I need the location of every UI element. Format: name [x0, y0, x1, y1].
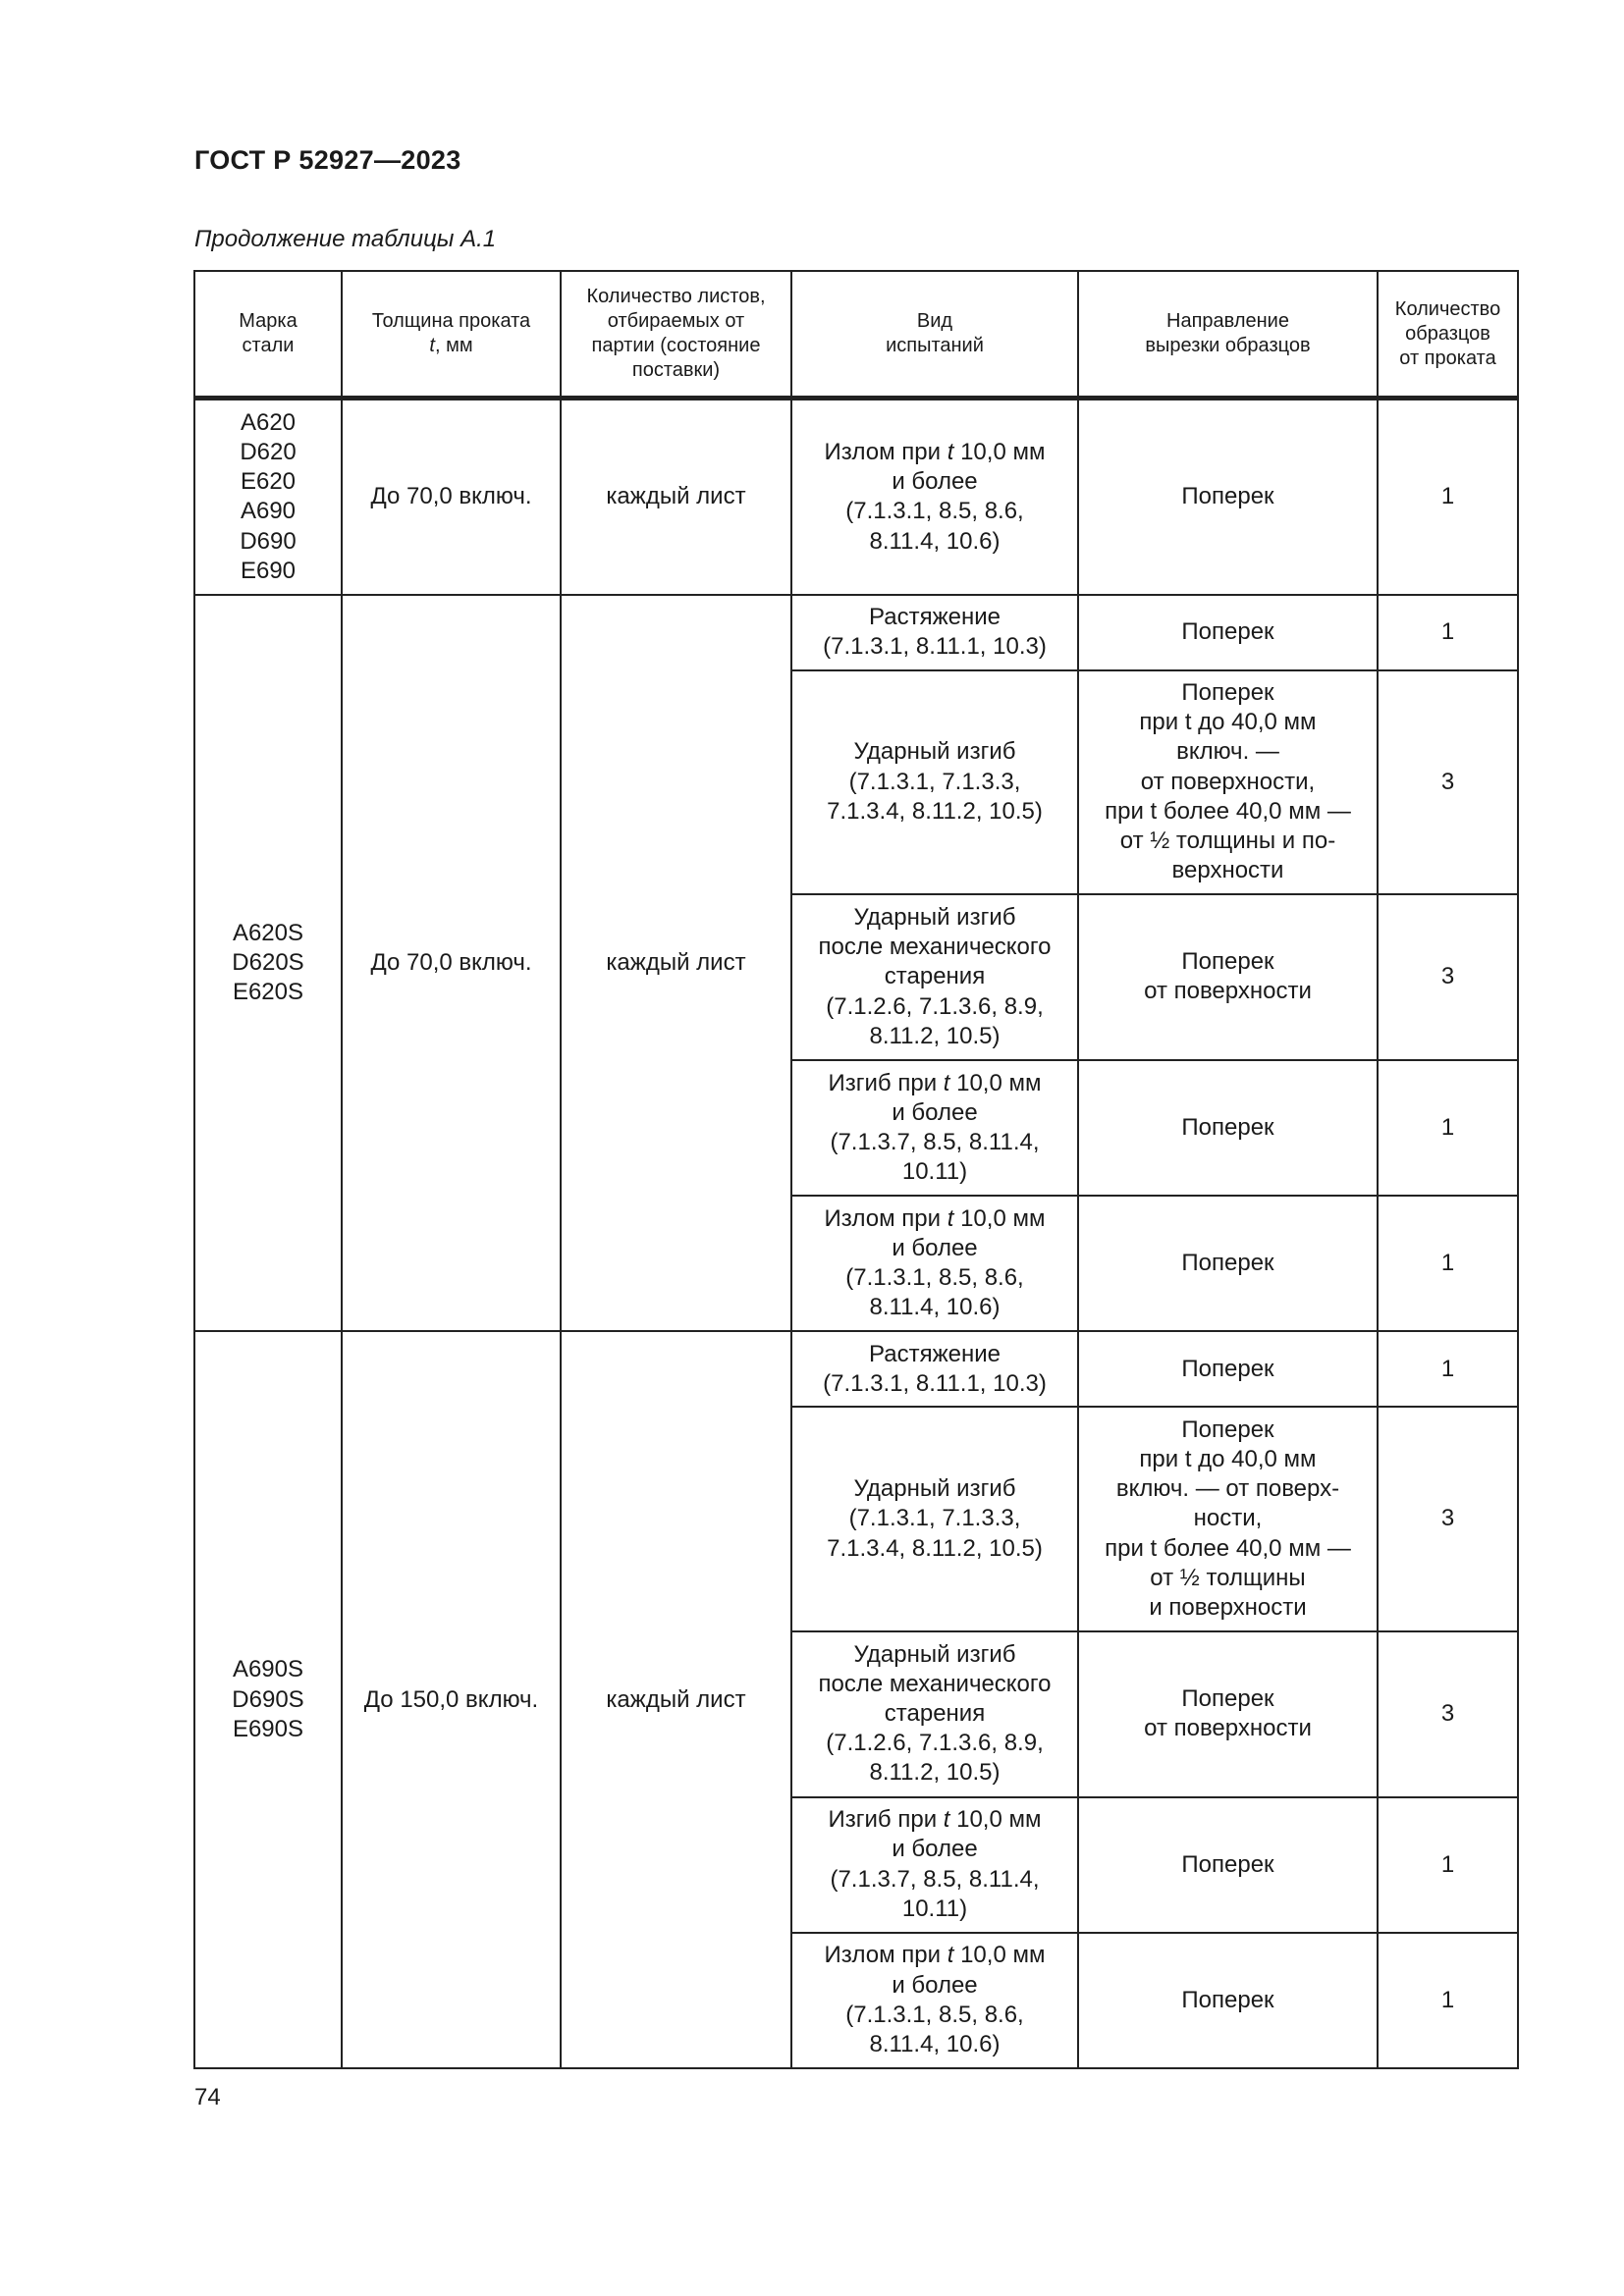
- thickness-cell: До 70,0 включ.: [342, 399, 561, 595]
- direction-cell: Поперек: [1078, 399, 1378, 595]
- sheets-cell: каждый лист: [561, 1331, 791, 2068]
- count-cell: 1: [1378, 1331, 1518, 1407]
- page-number: 74: [194, 2084, 221, 2110]
- direction-cell: Поперек: [1078, 1060, 1378, 1196]
- count-cell: 1: [1378, 1060, 1518, 1196]
- col-header-thickness: Толщина проката t, мм: [342, 271, 561, 399]
- test-cell: Изгиб при t 10,0 мм и более (7.1.3.7, 8.5, 8.11.4, 10.11): [791, 1797, 1078, 1933]
- thickness-cell: До 150,0 включ.: [342, 1331, 561, 2068]
- direction-cell: Поперек: [1078, 1196, 1378, 1331]
- test-cell: Излом при t 10,0 мм и более (7.1.3.1, 8.5, 8.6, 8.11.4, 10.6): [791, 1933, 1078, 2068]
- grade-cell: A690S D690S E690S: [194, 1331, 342, 2068]
- direction-cell: Поперек: [1078, 1331, 1378, 1407]
- col-header-count: Количество образцов от проката: [1378, 271, 1518, 399]
- sheets-cell: каждый лист: [561, 595, 791, 1332]
- count-cell: 1: [1378, 1797, 1518, 1933]
- grade-cell: A620 D620 E620 A690 D690 E690: [194, 399, 342, 595]
- direction-cell: Поперек при t до 40,0 мм включ. — от поверхности, при t более 40,0 мм — от ½ толщины и по- верхности: [1078, 670, 1378, 894]
- test-cell: Растяжение (7.1.3.1, 8.11.1, 10.3): [791, 1331, 1078, 1407]
- col-header-direction: Направление вырезки образцов: [1078, 271, 1378, 399]
- table-row: [194, 399, 1518, 595]
- sheets-cell: каждый лист: [561, 399, 791, 595]
- count-cell: 3: [1378, 670, 1518, 894]
- count-cell: 1: [1378, 1933, 1518, 2068]
- direction-cell: Поперек от поверхности: [1078, 1631, 1378, 1797]
- thickness-cell: До 70,0 включ.: [342, 595, 561, 1332]
- direction-cell: Поперек: [1078, 1933, 1378, 2068]
- col-header-test: Вид испытаний: [791, 271, 1078, 399]
- col-header-grade: Марка стали: [194, 271, 342, 399]
- test-cell: Излом при t 10,0 мм и более (7.1.3.1, 8.5, 8.6, 8.11.4, 10.6): [791, 1196, 1078, 1331]
- table-row: [194, 595, 1518, 670]
- test-cell: Ударный изгиб (7.1.3.1, 7.1.3.3, 7.1.3.4, 8.11.2, 10.5): [791, 1407, 1078, 1630]
- direction-cell: Поперек при t до 40,0 мм включ. — от поверх- ности, при t более 40,0 мм — от ½ толщины и поверхности: [1078, 1407, 1378, 1630]
- direction-cell: Поперек от поверхности: [1078, 894, 1378, 1060]
- test-cell: Излом при t 10,0 мм и более (7.1.3.1, 8.5, 8.6, 8.11.4, 10.6): [791, 399, 1078, 595]
- col-header-sheets: Количество листов, отбираемых от партии (состояние поставки): [561, 271, 791, 399]
- count-cell: 1: [1378, 399, 1518, 595]
- table-header-row: [194, 271, 1518, 399]
- count-cell: 3: [1378, 1407, 1518, 1630]
- test-cell: Ударный изгиб после механического старения (7.1.2.6, 7.1.3.6, 8.9, 8.11.2, 10.5): [791, 1631, 1078, 1797]
- direction-cell: Поперек: [1078, 595, 1378, 670]
- table-row: [194, 1331, 1518, 1407]
- specimen-table: [193, 270, 1519, 2069]
- test-cell: Изгиб при t 10,0 мм и более (7.1.3.7, 8.5, 8.11.4, 10.11): [791, 1060, 1078, 1196]
- table-caption: Продолжение таблицы А.1: [194, 226, 497, 252]
- test-cell: Растяжение (7.1.3.1, 8.11.1, 10.3): [791, 595, 1078, 670]
- count-cell: 1: [1378, 595, 1518, 670]
- count-cell: 1: [1378, 1196, 1518, 1331]
- grade-cell: A620S D620S E620S: [194, 595, 342, 1332]
- test-cell: Ударный изгиб (7.1.3.1, 7.1.3.3, 7.1.3.4, 8.11.2, 10.5): [791, 670, 1078, 894]
- count-cell: 3: [1378, 1631, 1518, 1797]
- direction-cell: Поперек: [1078, 1797, 1378, 1933]
- test-cell: Ударный изгиб после механического старения (7.1.2.6, 7.1.3.6, 8.9, 8.11.2, 10.5): [791, 894, 1078, 1060]
- count-cell: 3: [1378, 894, 1518, 1060]
- document-title: ГОСТ Р 52927—2023: [194, 145, 461, 175]
